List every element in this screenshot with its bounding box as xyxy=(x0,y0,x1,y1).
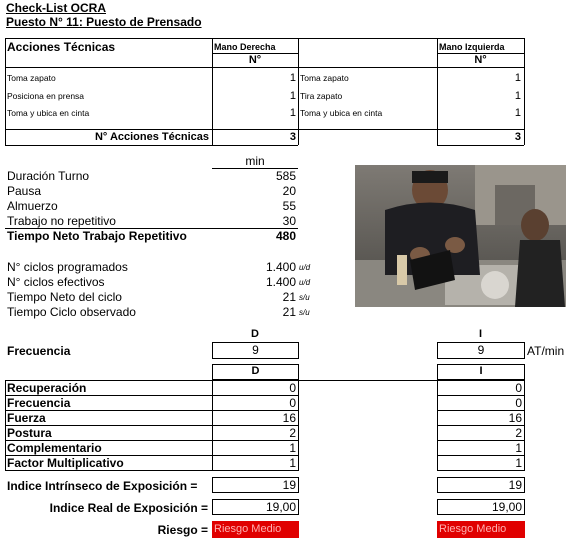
time-unit-header: min xyxy=(245,154,265,168)
right-action-count: 1 xyxy=(289,107,296,119)
factor-right: 1 xyxy=(289,441,296,455)
factor-right: 1 xyxy=(289,456,296,470)
cycle-unit: s/u xyxy=(299,308,310,317)
time-label: Pausa xyxy=(7,184,42,198)
factor-right: 0 xyxy=(289,396,296,410)
frequency-right-head: D xyxy=(251,328,259,340)
intrinsic-index-label: Indice Intrínseco de Exposición = xyxy=(7,479,198,493)
time-label: Almuerzo xyxy=(7,199,58,213)
cycle-label: Tiempo Ciclo observado xyxy=(7,305,136,319)
factors-left-head: I xyxy=(479,365,483,377)
cycle-label: Tiempo Neto del ciclo xyxy=(7,290,122,304)
time-value: 20 xyxy=(282,184,296,198)
right-action: Toma zapato xyxy=(7,73,56,83)
intrinsic-index-right: 19 xyxy=(282,478,296,492)
factor-label: Recuperación xyxy=(7,381,87,395)
worker-photo xyxy=(355,165,566,307)
right-count-header: N° xyxy=(248,54,262,66)
left-action: Toma y ubica en cinta xyxy=(300,108,383,118)
cycle-unit: u/d xyxy=(299,278,311,287)
cycle-label: N° ciclos programados xyxy=(7,260,128,274)
real-index-right: 19,00 xyxy=(265,500,296,514)
cycle-unit: u/d xyxy=(299,263,311,272)
factor-label: Complementario xyxy=(7,441,102,455)
cycle-value: 21 xyxy=(282,290,296,304)
factor-right: 0 xyxy=(289,381,296,395)
risk-right-badge: Riesgo Medio xyxy=(212,521,299,538)
right-hand-label: Mano Derecha xyxy=(214,42,276,52)
total-actions-right: 3 xyxy=(289,131,296,143)
frequency-right-value: 9 xyxy=(252,343,259,357)
left-action: Tira zapato xyxy=(300,91,343,101)
left-action-count: 1 xyxy=(514,90,521,102)
cycle-value: 1.400 xyxy=(265,260,296,274)
time-label: Trabajo no repetitivo xyxy=(7,214,116,228)
intrinsic-index-left: 19 xyxy=(508,478,522,492)
factor-left: 2 xyxy=(515,426,522,440)
actions-header-label: Acciones Técnicas xyxy=(7,40,116,54)
factor-left: 0 xyxy=(515,381,522,395)
frequency-left-value: 9 xyxy=(477,343,485,357)
risk-label: Riesgo = xyxy=(157,523,208,537)
left-action-count: 1 xyxy=(514,72,521,84)
frequency-unit: AT/min xyxy=(527,344,565,358)
cycle-label: N° ciclos efectivos xyxy=(7,275,105,289)
left-action-count: 1 xyxy=(514,107,521,119)
real-index-label: Indice Real de Exposición = xyxy=(49,501,208,515)
net-time-value: 480 xyxy=(275,229,296,243)
factor-left: 0 xyxy=(515,396,522,410)
frequency-left-head: I xyxy=(478,328,483,340)
time-value: 30 xyxy=(282,214,296,228)
page-title: Check-List OCRA xyxy=(6,1,107,15)
left-hand-label: Mano Izquierda xyxy=(439,42,505,52)
factor-label: Postura xyxy=(7,426,52,440)
risk-left-badge: Riesgo Medio xyxy=(437,521,525,538)
factor-label: Factor Multiplicativo xyxy=(7,456,124,470)
factor-label: Frecuencia xyxy=(7,396,71,410)
left-action: Toma zapato xyxy=(300,73,349,83)
time-value: 585 xyxy=(275,169,296,183)
right-action-count: 1 xyxy=(289,90,296,102)
right-action: Posiciona en prensa xyxy=(7,91,85,101)
right-action-count: 1 xyxy=(289,72,296,84)
factor-left: 1 xyxy=(515,456,522,470)
factor-right: 16 xyxy=(282,411,296,425)
total-actions-left: 3 xyxy=(514,131,521,143)
factor-label: Fuerza xyxy=(7,411,46,425)
page-subtitle: Puesto N° 11: Puesto de Prensado xyxy=(6,15,202,29)
time-value: 55 xyxy=(282,199,296,213)
time-label: Duración Turno xyxy=(7,169,90,183)
net-time-label: Tiempo Neto Trabajo Repetitivo xyxy=(7,229,187,243)
factors-right-head: D xyxy=(251,365,260,377)
factor-left: 16 xyxy=(508,411,522,425)
cycle-value: 21 xyxy=(282,305,296,319)
frequency-label: Frecuencia xyxy=(7,344,71,358)
real-index-left: 19,00 xyxy=(491,500,522,514)
cycle-unit: s/u xyxy=(299,293,310,302)
left-count-header: N° xyxy=(474,54,487,66)
total-actions-label: N° Acciones Técnicas xyxy=(94,131,209,143)
cycle-value: 1.400 xyxy=(265,275,296,289)
factor-left: 1 xyxy=(515,441,522,455)
right-action: Toma y ubica en cinta xyxy=(7,108,90,118)
factor-right: 2 xyxy=(289,426,296,440)
